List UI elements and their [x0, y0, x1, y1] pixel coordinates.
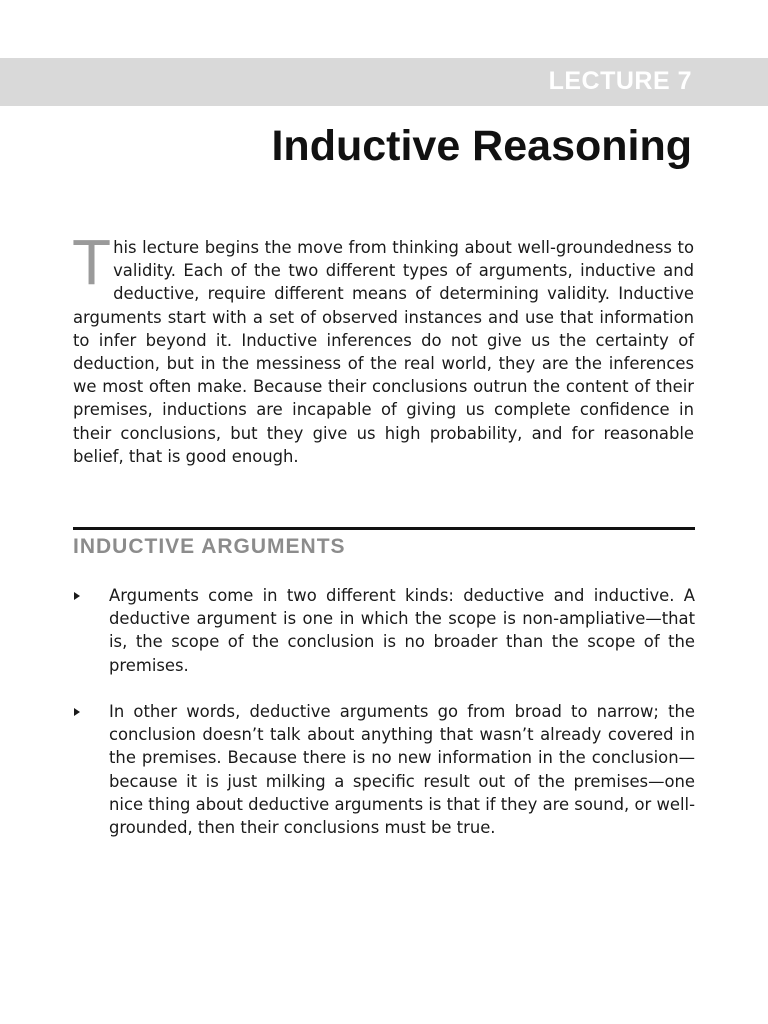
bullet-text: In other words, deductive arguments go from broad to narrow; the conclusion doesn’t talk about anything that wasn’t already covered in the premises. Because there is no new information in the conclusion—because it is just milking a specific result out of the premises—one nice thing about deductive arguments is that if they are sound, or well-grounded, then their conclusions must be true. — [109, 702, 695, 838]
list-item — [73, 700, 695, 839]
intro-text: his lecture begins the move from thinking about well-groundedness to validity. Each of the two different types of arguments, inductive and deductive, require different means of determining validity. Inductive arguments start with a set of observed instances and use that information to infer beyond it. Inductive inferences do not give us the certainty of deduction, but in the messiness of the real world, they are the inferences we most often make. Because their conclusions outrun the content of their premises, inductions are incapable of giving us complete confidence in their conclusions, but they give us high probability, and for reasonable belief, that is good enough. — [73, 238, 694, 466]
section-divider — [73, 527, 695, 530]
bullet-triangle-icon — [74, 592, 80, 600]
bullet-triangle-icon — [74, 708, 80, 716]
lecture-number: LECTURE 7 — [548, 67, 692, 95]
bullet-text: Arguments come in two different kinds: deductive and inductive. A deductive argument is one in which the scope is non-ampliative—that is, the scope of the conclusion is no broader than the scope of the premises. — [109, 586, 695, 675]
page-title: Inductive Reasoning — [271, 122, 692, 170]
intro-paragraph — [72, 226, 694, 468]
lecture-header-band — [0, 58, 768, 106]
section-heading: INDUCTIVE ARGUMENTS — [73, 535, 346, 558]
list-item — [73, 584, 695, 677]
drop-cap: T — [72, 226, 112, 298]
